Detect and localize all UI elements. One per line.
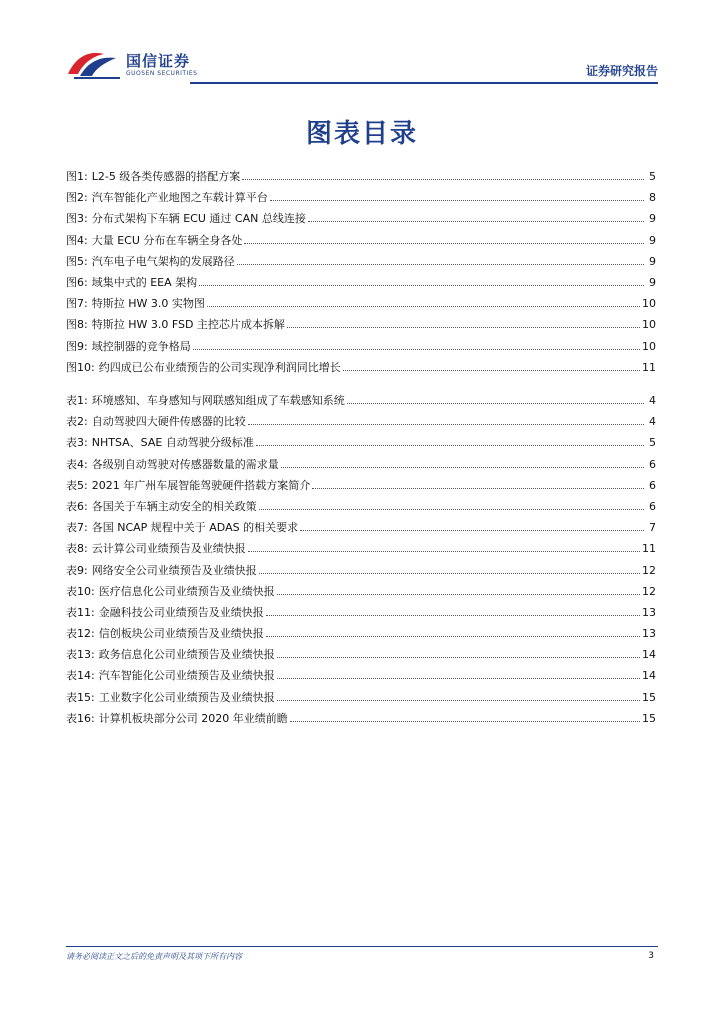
table-list xyxy=(66,392,656,731)
guosen-logo-icon xyxy=(64,46,124,80)
toc-entry[interactable] xyxy=(66,434,656,455)
toc-entry-title: 环境感知、车身感知与网联感知组成了车载感知系统 xyxy=(91,394,345,407)
toc-entry[interactable] xyxy=(66,625,656,646)
toc-entry[interactable] xyxy=(66,477,656,498)
toc-entry[interactable] xyxy=(66,604,656,625)
toc-entry-label: 表6: xyxy=(66,499,88,513)
toc-entry-page: 9 xyxy=(649,254,656,268)
toc-entry-title: 大量 ECU 分布在车辆全身各处 xyxy=(91,233,243,247)
toc-entry-page: 4 xyxy=(649,415,656,429)
toc-leader-dots xyxy=(277,700,640,701)
toc-leader-dots xyxy=(300,530,644,531)
toc-entry-page: 6 xyxy=(649,457,656,471)
toc-leader-dots xyxy=(193,349,640,350)
toc-entry-label: 表10: xyxy=(66,584,95,598)
toc-entry-title: 汽车智能化产业地图之车载计算平台 xyxy=(91,191,268,205)
toc-entry-label: 表5: xyxy=(66,478,88,492)
toc-entry[interactable] xyxy=(66,646,656,667)
toc-entry-title: L2-5 级各类传感器的搭配方案 xyxy=(91,170,241,183)
toc-entry-page: 4 xyxy=(649,394,656,407)
toc-entry[interactable] xyxy=(66,295,656,316)
toc-entry-title: 分布式架构下车辆 ECU 通过 CAN 总线连接 xyxy=(91,212,306,226)
toc-entry-label: 表14: xyxy=(66,669,95,683)
toc-entry-title: 各国 NCAP 规程中关于 ADAS 的相关要求 xyxy=(91,521,299,535)
toc-entry-label: 表1: xyxy=(66,394,88,407)
toc-entry-page: 13 xyxy=(642,627,656,641)
toc-leader-dots xyxy=(244,243,644,244)
toc-entry-title: 金融科技公司业绩预告及业绩快报 xyxy=(98,605,264,619)
toc-entry-page: 9 xyxy=(649,275,656,289)
toc-entry-page: 15 xyxy=(642,711,656,725)
toc-entry-page: 14 xyxy=(642,669,656,683)
toc-leader-dots xyxy=(266,615,640,616)
page-header xyxy=(64,44,658,84)
toc-entry[interactable] xyxy=(66,540,656,561)
toc-entry-title: 网络安全公司业绩预告及业绩快报 xyxy=(91,563,257,577)
toc-entry-label: 图5: xyxy=(66,254,88,268)
toc-entry-title: 自动驾驶四大硬件传感器的比较 xyxy=(91,415,246,429)
toc-entry-title: 特斯拉 HW 3.0 实物图 xyxy=(91,297,205,311)
toc-entry-label: 图10: xyxy=(66,360,95,374)
toc-entry-label: 图3: xyxy=(66,212,88,226)
toc-entry-page: 9 xyxy=(649,233,656,247)
toc-leader-dots xyxy=(312,488,644,489)
toc-entry-label: 表7: xyxy=(66,521,88,535)
brand-name: 国信证券 xyxy=(126,52,191,70)
toc-leader-dots xyxy=(287,327,640,328)
toc-entry[interactable] xyxy=(66,456,656,477)
toc-leader-dots xyxy=(347,403,644,404)
toc-entry[interactable] xyxy=(66,413,656,434)
toc-entry-title: 医疗信息化公司业绩预告及业绩快报 xyxy=(98,584,275,598)
toc-entry-label: 表11: xyxy=(66,605,95,619)
toc-entry[interactable] xyxy=(66,338,656,359)
toc-entry-label: 图9: xyxy=(66,339,88,353)
toc-entry-page: 5 xyxy=(649,170,656,183)
toc-entry-label: 表2: xyxy=(66,415,88,429)
page-number: 3 xyxy=(648,951,654,961)
toc-entry-title: 域集中式的 EEA 架构 xyxy=(91,275,198,289)
toc-entry-label: 表13: xyxy=(66,648,95,662)
toc-entry-label: 表9: xyxy=(66,563,88,577)
toc-entry[interactable] xyxy=(66,562,656,583)
toc-leader-dots xyxy=(277,657,640,658)
toc-entry[interactable] xyxy=(66,498,656,519)
toc-entry-title: 约四成已公布业绩预告的公司实现净利润同比增长 xyxy=(98,360,341,374)
toc-entry-title: 政务信息化公司业绩预告及业绩快报 xyxy=(98,648,275,662)
toc-entry-label: 表8: xyxy=(66,542,88,556)
toc-entry-title: 计算机板块部分公司 2020 年业绩前瞻 xyxy=(98,711,288,725)
toc-leader-dots xyxy=(248,424,644,425)
toc-leader-dots xyxy=(277,594,640,595)
toc-leader-dots xyxy=(290,721,640,722)
toc-leader-dots xyxy=(199,285,644,286)
toc-entry-title: 汽车智能化公司业绩预告及业绩快报 xyxy=(98,669,275,683)
toc-entry-page: 13 xyxy=(642,605,656,619)
toc-entry-page: 9 xyxy=(649,212,656,226)
toc-leader-dots xyxy=(281,467,644,468)
toc-entry-label: 图8: xyxy=(66,318,88,332)
toc-entry[interactable] xyxy=(66,359,656,380)
brand-name-english: GUOSEN SECURITIES xyxy=(126,70,198,77)
toc-entry[interactable] xyxy=(66,392,656,413)
toc-entry-page: 8 xyxy=(649,191,656,205)
toc-leader-dots xyxy=(259,509,644,510)
toc-entry-label: 图4: xyxy=(66,233,88,247)
toc-entry-title: 云计算公司业绩预告及业绩快报 xyxy=(91,542,246,556)
toc-entry[interactable] xyxy=(66,253,656,274)
toc-entry-page: 10 xyxy=(642,339,656,353)
toc-entry[interactable] xyxy=(66,667,656,688)
toc-entry-title: 2021 年广州车展智能驾驶硬件搭载方案简介 xyxy=(91,478,311,492)
toc-entry-page: 12 xyxy=(642,584,656,598)
toc-entry-page: 6 xyxy=(649,499,656,513)
figure-list xyxy=(66,168,656,380)
toc-leader-dots xyxy=(270,200,644,201)
toc-entry-title: 特斯拉 HW 3.0 FSD 主控芯片成本拆解 xyxy=(91,318,285,332)
toc-entry-page: 7 xyxy=(649,521,656,535)
toc-entry-label: 表3: xyxy=(66,436,88,450)
header-divider xyxy=(190,82,658,84)
footer-divider xyxy=(66,946,658,947)
toc-entry-page: 14 xyxy=(642,648,656,662)
toc-entry-page: 11 xyxy=(642,542,656,556)
toc-leader-dots xyxy=(242,179,644,180)
toc-entry-title: 各国关于车辆主动安全的相关政策 xyxy=(91,499,257,513)
toc-entry-title: 汽车电子电气架构的发展路径 xyxy=(91,254,235,268)
toc-entry[interactable] xyxy=(66,168,656,189)
toc-entry[interactable] xyxy=(66,689,656,710)
toc-entry-page: 15 xyxy=(642,690,656,704)
toc-entry[interactable] xyxy=(66,210,656,231)
toc-entry-label: 表4: xyxy=(66,457,88,471)
toc-entry-label: 图7: xyxy=(66,297,88,311)
toc-entry[interactable] xyxy=(66,274,656,295)
disclaimer-note: 请务必阅读正文之后的免责声明及其项下所有内容 xyxy=(66,952,242,961)
toc-entry[interactable] xyxy=(66,316,656,337)
toc-leader-dots xyxy=(237,264,644,265)
toc-entry-page: 10 xyxy=(642,297,656,311)
toc-leader-dots xyxy=(308,221,644,222)
toc-entry-page: 10 xyxy=(642,318,656,332)
toc-entry-title: 工业数字化公司业绩预告及业绩快报 xyxy=(98,690,275,704)
toc-entry[interactable] xyxy=(66,189,656,210)
toc-entry-label: 表12: xyxy=(66,627,95,641)
toc-leader-dots xyxy=(277,678,640,679)
toc-entry-title: 各级别自动驾驶对传感器数量的需求量 xyxy=(91,457,279,471)
toc-entry[interactable] xyxy=(66,232,656,253)
toc-entry-title: 信创板块公司业绩预告及业绩快报 xyxy=(98,627,264,641)
toc-entry[interactable] xyxy=(66,710,656,731)
toc-leader-dots xyxy=(343,370,640,371)
toc-leader-dots xyxy=(266,636,640,637)
toc-entry-label: 表16: xyxy=(66,711,95,725)
toc-leader-dots xyxy=(259,573,640,574)
toc-leader-dots xyxy=(207,306,640,307)
toc-leader-dots xyxy=(256,445,644,446)
document-type: 证券研究报告 xyxy=(585,64,658,78)
toc-entry-page: 6 xyxy=(649,478,656,492)
toc-entry[interactable] xyxy=(66,583,656,604)
toc-entry-label: 图2: xyxy=(66,191,88,205)
toc-entry-page: 11 xyxy=(642,360,656,374)
toc-entry-label: 图1: xyxy=(66,170,88,183)
toc-entry-label: 表15: xyxy=(66,690,95,704)
toc-entry[interactable] xyxy=(66,519,656,540)
toc-leader-dots xyxy=(248,551,640,552)
toc-entry-page: 5 xyxy=(649,436,656,450)
toc-entry-title: NHTSA、SAE 自动驾驶分级标准 xyxy=(91,436,254,450)
toc-entry-page: 12 xyxy=(642,563,656,577)
page-title: 图表目录 xyxy=(305,119,418,149)
toc-entry-title: 域控制器的竞争格局 xyxy=(91,339,191,353)
toc-entry-label: 图6: xyxy=(66,275,88,289)
